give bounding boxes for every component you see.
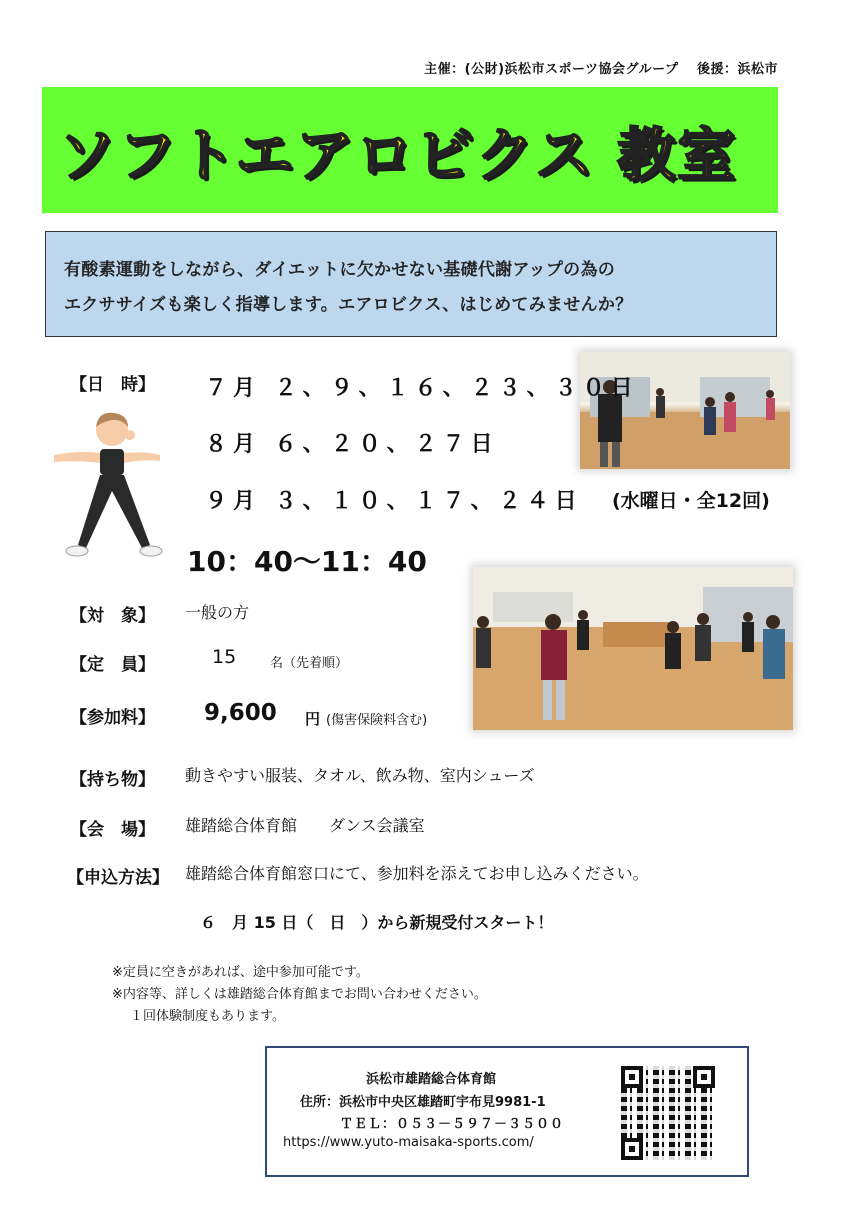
belongings-label: 【持ち物】 <box>70 770 155 790</box>
contact-tel: ＴＥＬ：０５３－５９７－３５００ <box>340 1117 565 1132</box>
application-label: 【申込方法】 <box>67 868 169 888</box>
note-2: ※内容等、詳しくは雄踏総合体育館までお問い合わせください。 <box>112 987 487 1002</box>
venue-label: 【会 場】 <box>70 820 155 840</box>
note-1: ※定員に空きがあれば、途中参加可能です。 <box>112 965 369 980</box>
schedule-summary: (水曜日・全12回) <box>612 490 770 512</box>
class-photo-1-scene <box>580 352 790 469</box>
fee-note: (傷害保険料含む) <box>326 713 428 728</box>
start-notice: ６ 月 15 日（ 日 ）から新規受付スタート！ <box>200 913 554 932</box>
intro-line-2: エクササイズも楽しく指導します。エアロビクス、はじめてみませんか？ <box>64 295 633 315</box>
target-label: 【対 象】 <box>70 606 155 626</box>
fee-label: 【参加料】 <box>70 708 155 728</box>
contact-address: 住所：浜松市中央区雄踏町宇布見9981-1 <box>300 1095 546 1110</box>
schedule-label: 【日 時】 <box>70 375 155 395</box>
aerobics-woman-illustration <box>50 405 175 560</box>
contact-name: 浜松市雄踏総合体育館 <box>366 1072 497 1087</box>
schedule-august: ８月 ６、２０、２７日 <box>205 432 499 457</box>
belongings-value: 動きやすい服装、タオル、飲み物、室内シューズ <box>185 766 535 785</box>
fee-amount: 9,600 <box>204 700 277 726</box>
intro-line-1: 有酸素運動をしながら、ダイエットに欠かせない基礎代謝アップの為の <box>64 260 616 280</box>
class-photo-2-scene <box>473 567 793 730</box>
target-value: 一般の方 <box>185 603 250 622</box>
venue-value: 雄踏総合体育館 ダンス会議室 <box>185 816 425 835</box>
application-value: 雄踏総合体育館窓口にて、参加料を添えてお申し込みください。 <box>185 864 649 883</box>
schedule-september: ９月 ３、１０、１７、２４日 <box>205 489 583 514</box>
page-title: ソフトエアロビクス 教室 <box>58 121 738 189</box>
intro-box <box>45 231 777 337</box>
sponsor-line: 主催：(公財)浜松市スポーツ協会グループ 後援：浜松市 <box>424 62 778 77</box>
fee-unit: 円 <box>305 710 321 728</box>
schedule-july: ７月 ２、９、１６、２３、３０日 <box>205 376 639 401</box>
note-3: １回体験制度もあります。 <box>130 1009 285 1024</box>
class-photo-2 <box>473 567 793 730</box>
qr-code[interactable] <box>621 1066 715 1160</box>
schedule-time: 10：40～11：40 <box>187 545 427 578</box>
capacity-number: 15 <box>212 646 237 668</box>
contact-url[interactable]: https://www.yuto-maisaka-sports.com/ <box>283 1135 534 1150</box>
class-photo-1 <box>580 352 790 469</box>
capacity-label: 【定 員】 <box>70 655 155 675</box>
capacity-unit: 名（先着順） <box>270 656 349 671</box>
